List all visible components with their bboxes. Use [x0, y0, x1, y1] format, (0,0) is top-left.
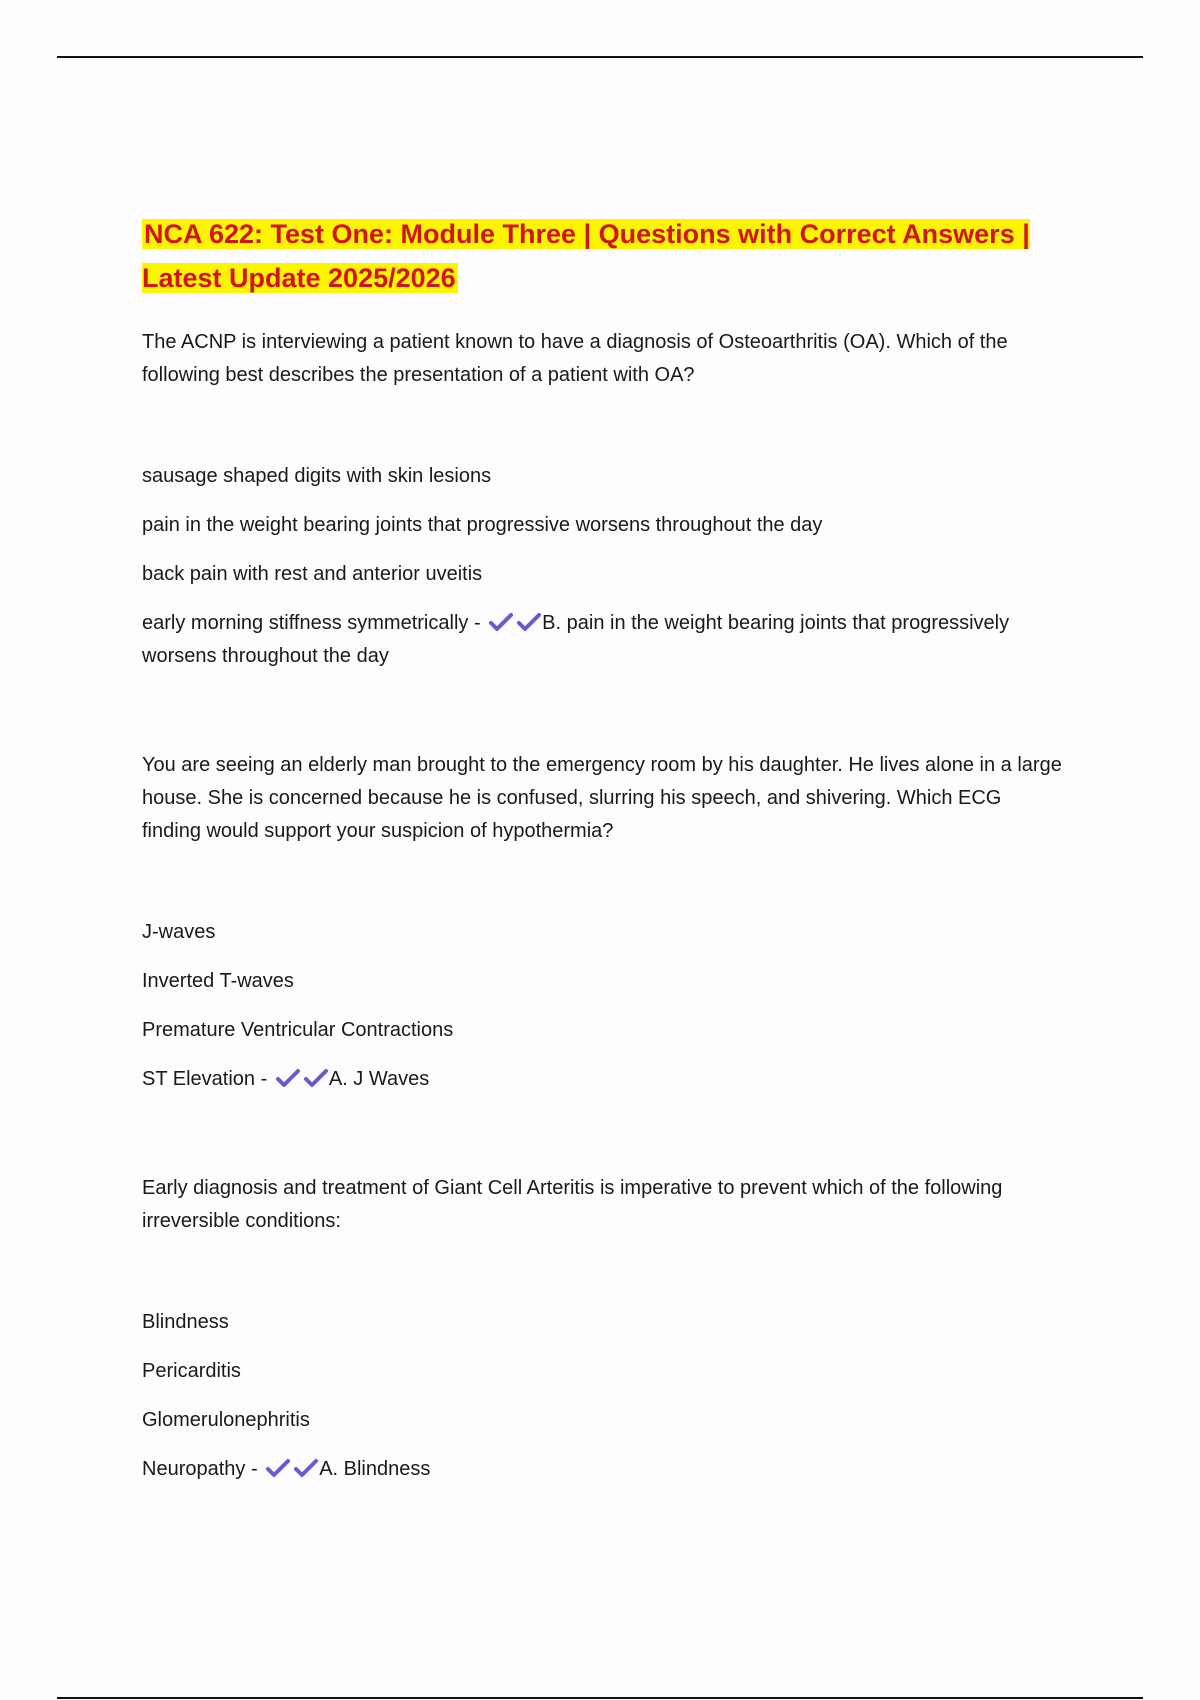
check-mark-icon	[293, 1458, 319, 1478]
option-item: Blindness	[142, 1311, 229, 1333]
option-item: Glomerulonephritis	[142, 1409, 310, 1431]
question-block-3	[142, 1172, 1062, 1486]
document-title: NCA 622: Test One: Module Three | Questions with Correct Answers | Latest Update 2025/2026	[142, 219, 1030, 293]
question-block-1	[142, 326, 1062, 673]
correct-answer: B. pain in the weight bearing joints that progressively worsens throughout the day	[142, 612, 1010, 667]
option-item: sausage shaped digits with skin lesions	[142, 465, 492, 487]
option-item: Inverted T-waves	[142, 970, 294, 992]
check-mark-icon	[265, 1458, 291, 1478]
document-body	[142, 212, 1062, 1562]
check-mark-icon	[488, 612, 514, 632]
check-mark-icon	[516, 612, 542, 632]
question-text: You are seeing an elderly man brought to the emergency room by his daughter. He lives alone in a large house. She is concerned because he is confused, slurring his speech, and shivering. Which ECG finding would support your suspicion of hypothermia?	[142, 754, 1062, 842]
bottom-rule	[57, 1697, 1143, 1699]
option-with-answer	[142, 1453, 1062, 1486]
last-option-text: Neuropathy -	[142, 1458, 258, 1480]
option-item: Pericarditis	[142, 1360, 241, 1382]
option-with-answer	[142, 607, 1062, 673]
option-item: pain in the weight bearing joints that progressive worsens throughout the day	[142, 514, 823, 536]
last-option-text: early morning stiffness symmetrically -	[142, 612, 481, 634]
option-with-answer	[142, 1063, 1062, 1096]
option-item: back pain with rest and anterior uveitis	[142, 563, 483, 585]
option-item: J-waves	[142, 921, 216, 943]
check-mark-icon	[303, 1068, 329, 1088]
question-text: Early diagnosis and treatment of Giant Cell Arteritis is imperative to prevent which of the following irreversible conditions:	[142, 1177, 1003, 1232]
option-item: Premature Ventricular Contractions	[142, 1019, 454, 1041]
last-option-text: ST Elevation -	[142, 1068, 268, 1090]
question-text: The ACNP is interviewing a patient known to have a diagnosis of Osteoarthritis (OA). Which of the following best describes the presentation of a patient with OA?	[142, 331, 1008, 386]
check-mark-icon	[275, 1068, 301, 1088]
question-block-2	[142, 749, 1062, 1096]
correct-answer: A. J Waves	[328, 1068, 430, 1090]
correct-answer: A. Blindness	[319, 1458, 431, 1480]
top-rule	[57, 56, 1143, 58]
